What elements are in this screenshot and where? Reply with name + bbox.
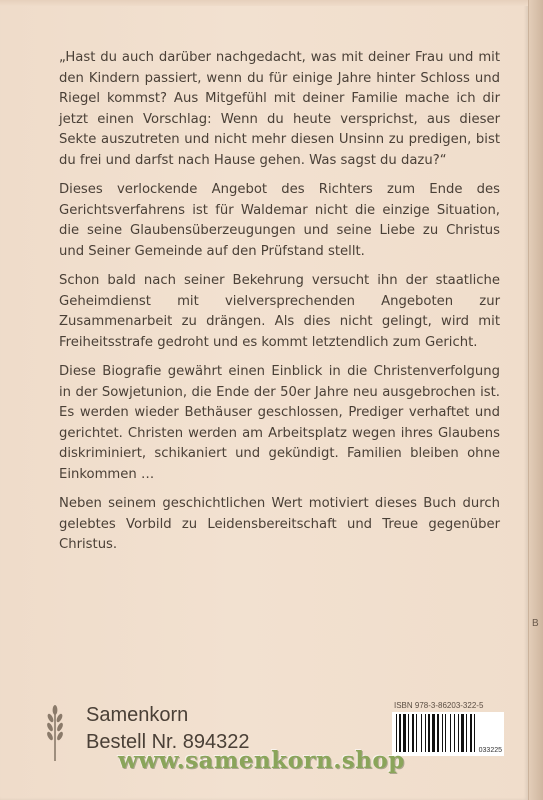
barcode-bar [458,714,459,752]
spine-letter: B [532,618,539,629]
barcode-bar [474,714,475,752]
isbn-text: ISBN 978-3-86203-322-5 [394,701,484,710]
barcode-digits: 033225 [478,747,502,754]
blurb-paragraph-3: Schon bald nach seiner Bekehrung versucht ihn der staatliche Geheimdienst mit vielversprechenden Angeboten zur Zusammenarbeit zu drängen. Als dies nicht gelingt, wird mit Freiheitsstrafe gedroht und es kommt letztendlich zum Gericht. [59,273,500,350]
barcode-bar [432,714,435,752]
barcode-area [392,701,508,761]
barcode-bar [454,714,455,752]
barcode-bar [450,714,451,752]
wheat-icon [42,704,68,762]
blurb-paragraph-1: „Hast du auch darüber nachgedacht, was mit deiner Frau und mit den Kindern passiert, wenn du für einige Jahre hinter Schloss und Riegel kommst? Aus Mitgefühl mit deiner Familie mache ich dir jetzt einen Vorschlag: Wenn du heute versprichst, aus dieser Sekte auszutreten und nicht mehr diesen Unsinn zu predigen, bist du frei und darfst nach Hause gehen. Was sagst du dazu?“ [59,50,500,168]
blurb-paragraph-4: Diese Biografie gewährt einen Einblick in die Christenverfolgung in der Sowjetunion, die Ende der 50er Jahre neu ausgebrochen ist. Es werden wieder Bethäuser geschlossen, Prediger verhaftet und gerichtet. Christen werden am Arbeitsplatz wegen ihres Glaubens diskriminiert, schikaniert und gekündigt. Familien bleiben ohne Einkommen … [59,364,500,482]
barcode-bar [421,714,422,752]
barcode-bar [412,714,414,752]
barcode-bar [425,714,426,752]
cover-top-edge [0,0,528,6]
blurb-paragraph-5: Neben seinem geschichtlichen Wert motiviert dieses Buch durch gelebtes Vorbild zu Leidensbereitschaft und Treue gegenüber Christus. [59,496,500,552]
order-number: Bestell Nr. 894322 [86,731,250,753]
publisher-name: Samenkorn [86,704,189,726]
barcode-bar [416,714,417,752]
book-spine [528,0,543,800]
barcode-bar [445,714,446,752]
barcode-bar [466,714,467,752]
barcode-bar [442,714,443,752]
barcode-bar [470,714,472,752]
shop-watermark: www.samenkorn.shop [118,747,405,774]
blurb-text [59,48,500,565]
barcode-bar [437,714,439,752]
barcode-bar [461,714,464,752]
barcode-bar [408,714,409,752]
barcode-bar [428,714,430,752]
blurb-paragraph-2: Dieses verlockende Angebot des Richters zum Ende des Gerichtsverfahrens ist für Waldemar nicht die einzige Situation, die seine Glaubensüberzeugungen und seine Liebe zu Christus und Seiner Gemeinde auf den Prüfstand stellt. [59,182,500,259]
